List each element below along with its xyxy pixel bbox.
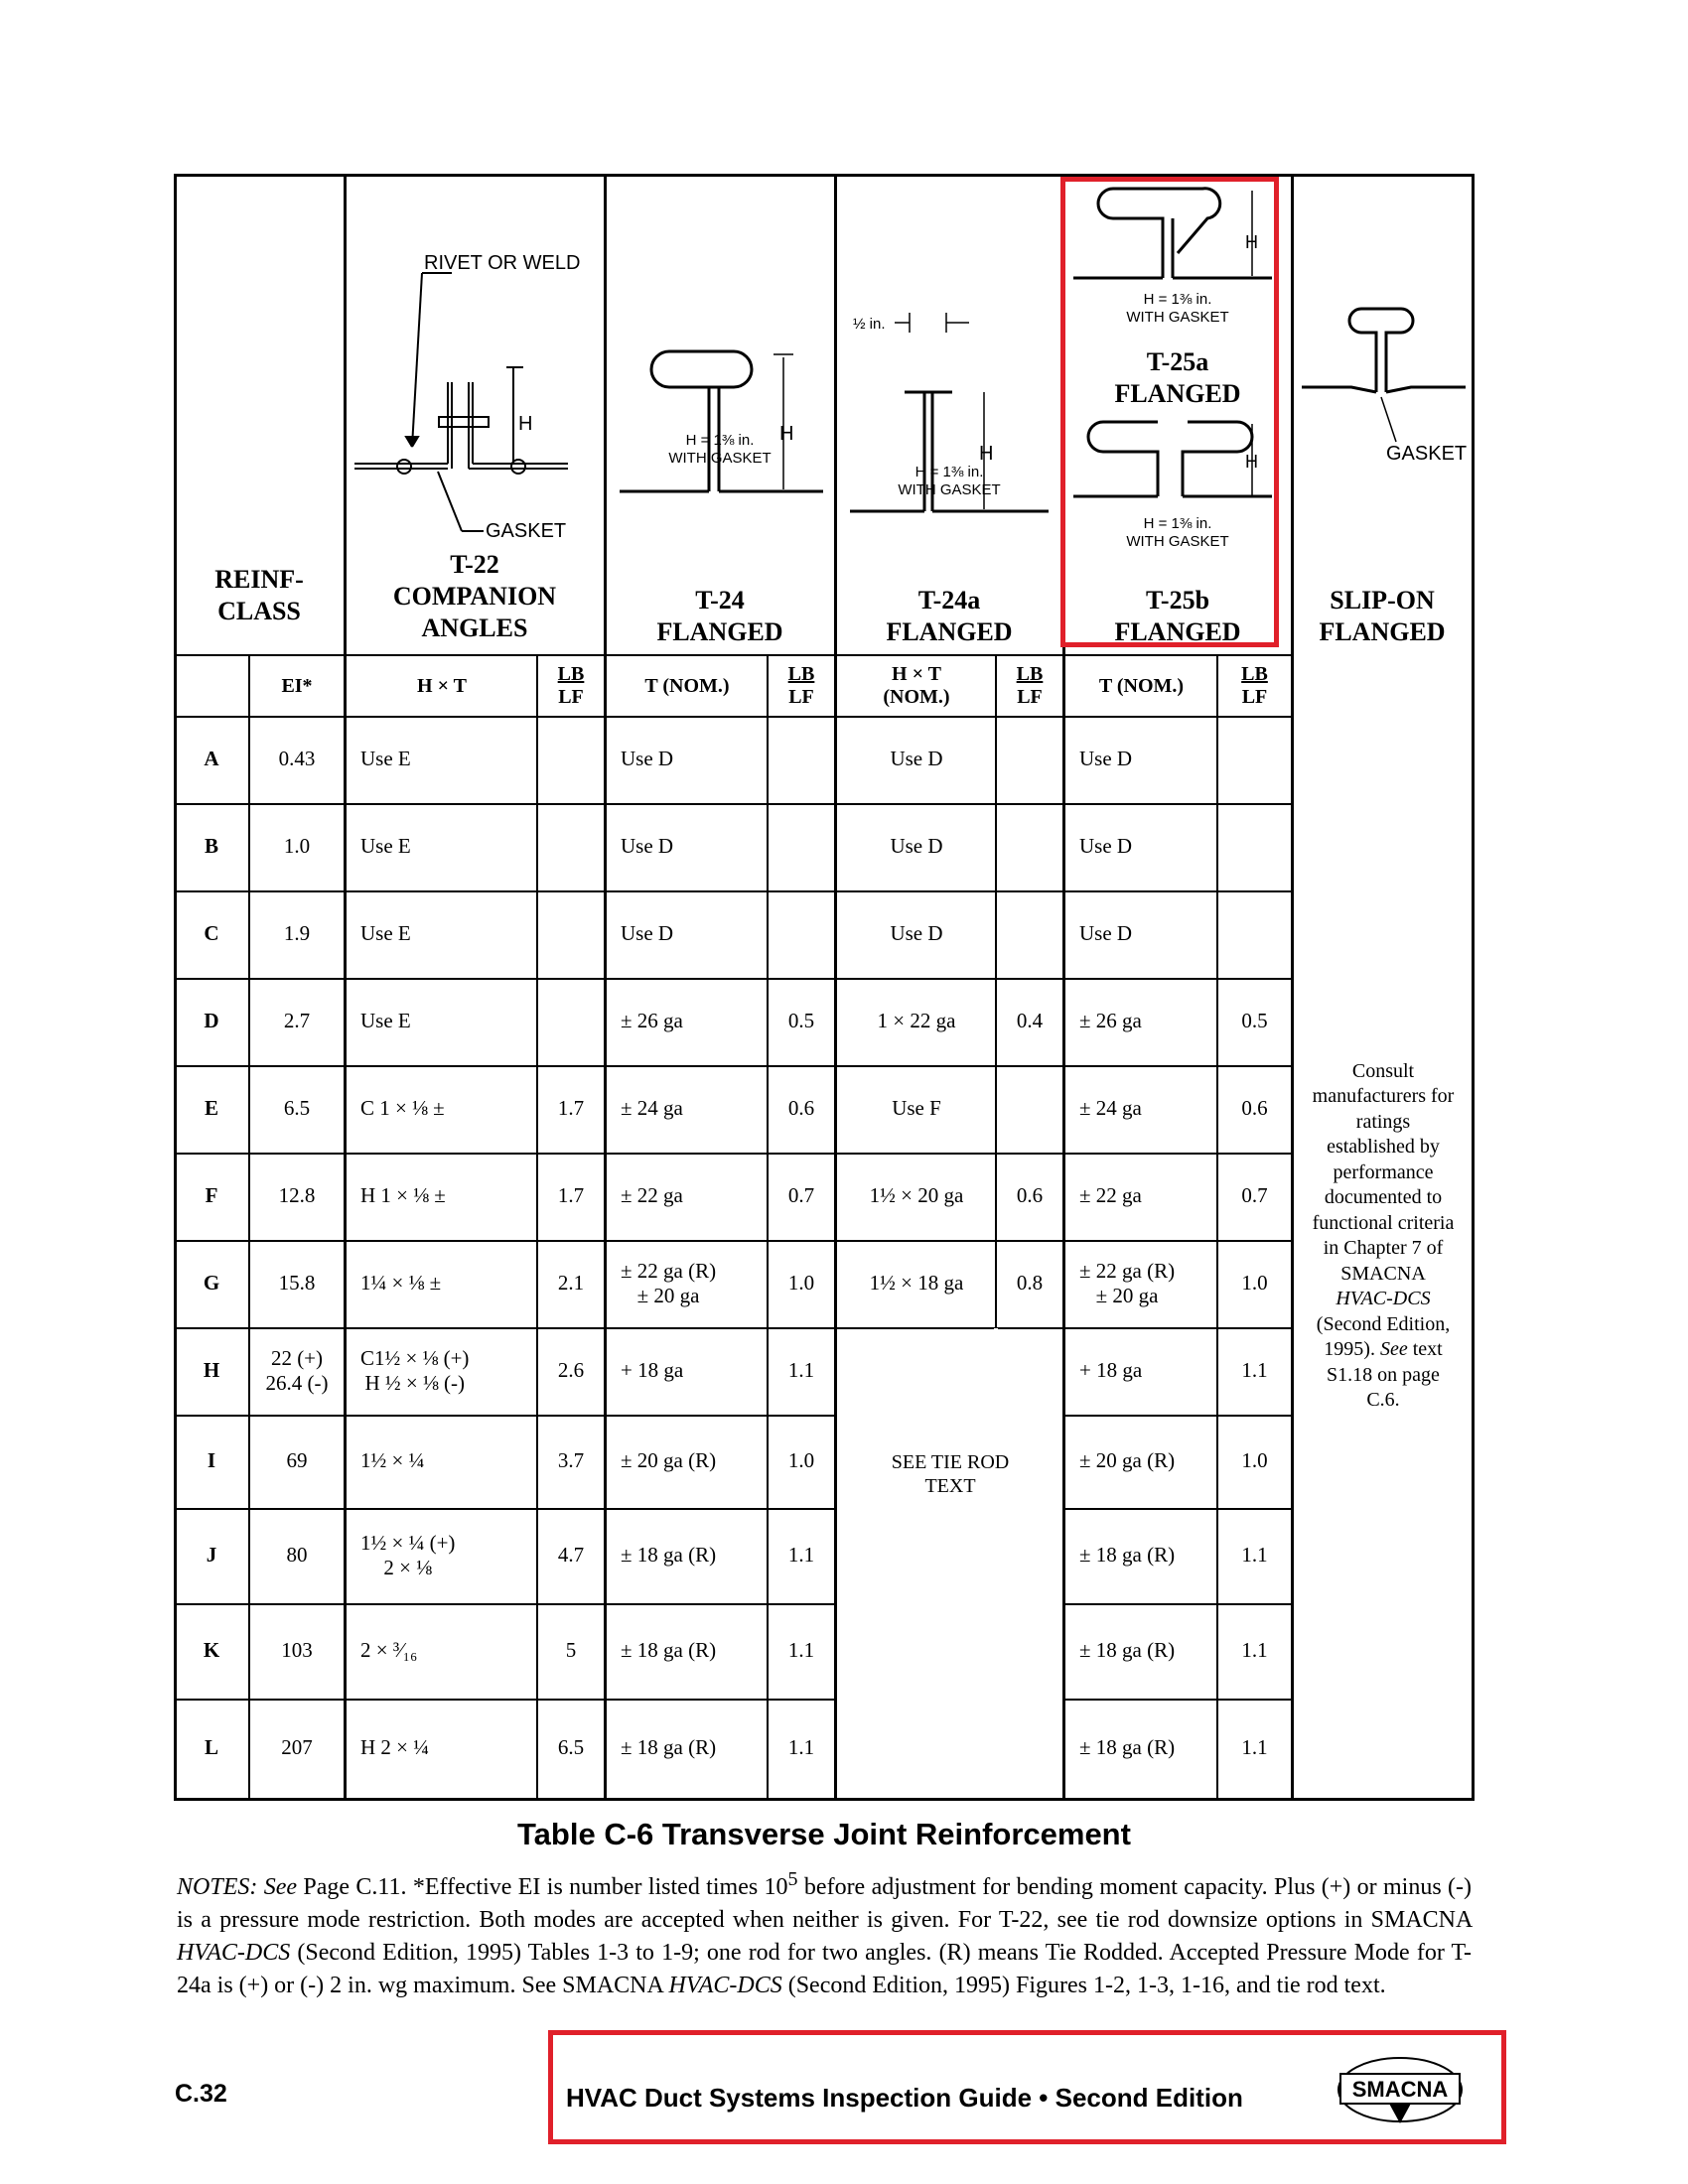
class-cell: L — [204, 1735, 218, 1760]
t25-cell: Use D — [1079, 921, 1133, 946]
t25-lb-cell: 0.6 — [1241, 1096, 1268, 1121]
slipon-note-e: text S1.18 on page C.6. — [1327, 1338, 1443, 1411]
t24a-hxt-subheader: H × T (NOM.) — [883, 663, 950, 708]
slipon-note-b: HVAC-DCS — [1336, 1288, 1431, 1309]
t25-cell: ± 18 ga (R) — [1079, 1543, 1176, 1568]
t22-lb-cell — [537, 978, 605, 1065]
t25-cell: ± 22 ga — [1079, 1183, 1142, 1208]
t24a-cell: Use D — [890, 747, 943, 771]
class-cell: E — [204, 1096, 218, 1121]
t24-lb-cell: 0.6 — [787, 1096, 815, 1121]
t24-lb-cell: 0.5 — [787, 1009, 815, 1033]
t24-code: T-24 — [695, 586, 745, 615]
slipon-note-c-line — [1317, 1312, 1450, 1414]
t22-cell: H 1 × ⅛ ± — [360, 1183, 446, 1208]
t25-lb-cell — [1217, 803, 1292, 890]
t25-lb-cell: 1.1 — [1241, 1543, 1268, 1568]
t24-lb-cell: 1.1 — [787, 1543, 815, 1568]
t24-t-subheader: T (NOM.) — [644, 674, 730, 697]
t24a-lb-cell: 0.8 — [1016, 1271, 1044, 1296]
t22-cell: H 2 × ¼ — [360, 1735, 430, 1760]
t24-lb-cell: 1.1 — [787, 1735, 815, 1760]
ei-cell: 6.5 — [283, 1096, 311, 1121]
t25-lb-cell — [1217, 890, 1292, 978]
ei-cell: 0.43 — [278, 747, 316, 771]
t25a-code: T-25a — [1146, 347, 1209, 377]
t22-lb-cell — [537, 716, 605, 803]
t22-cell: C 1 × ⅛ ± — [360, 1096, 445, 1121]
t25-lb-cell: 0.5 — [1241, 1009, 1268, 1033]
t24a-lb-cell — [996, 716, 1063, 803]
t24-cell: ± 18 ga (R) — [621, 1735, 717, 1760]
slipon-note-a: Consult manufacturers for ratings established by performance documented to functional criteria in Chapter 7 of SMACNA — [1312, 1059, 1455, 1285]
t24a-cell: 1 × 22 ga — [877, 1009, 956, 1033]
t24a-cell: 1½ × 20 ga — [869, 1183, 964, 1208]
t24-cell: Use D — [621, 921, 674, 946]
t24a-lb-cell — [996, 1065, 1063, 1153]
class-cell: C — [204, 921, 219, 946]
lb-label: LB — [1241, 663, 1268, 685]
t22-lb-cell: 4.7 — [557, 1543, 585, 1568]
t24-lb-cell — [768, 803, 835, 890]
ei-cell: 1.0 — [283, 834, 311, 859]
t22-hxt-subheader: H × T — [417, 674, 467, 697]
t25-lb-cell: 1.1 — [1241, 1358, 1268, 1383]
t24a-lb-cell — [996, 890, 1063, 978]
slipon-note-d: See — [1379, 1338, 1408, 1360]
t25-cell: Use D — [1079, 747, 1133, 771]
reinforcement-table — [174, 174, 1475, 1802]
ei-cell: 69 — [286, 1448, 308, 1473]
slipon-name: FLANGED — [1319, 617, 1446, 646]
notes-text-4: (Second Edition, 1995) Figures 1-2, 1-3, 1-16, and tie rod text. — [787, 1973, 1386, 1998]
lf-label: LF — [1017, 686, 1043, 708]
half-inch-label: ½ in. — [853, 316, 886, 333]
slipon-code: SLIP-ON — [1330, 586, 1435, 615]
lb-label: LB — [787, 663, 815, 685]
class-cell: B — [204, 834, 218, 859]
t24-lb-cell: 1.1 — [787, 1358, 815, 1383]
t25-lb-cell: 1.0 — [1241, 1271, 1268, 1296]
t22-cell: 2 × ³⁄₁₆ — [360, 1638, 418, 1663]
t22-lb-cell: 2.1 — [557, 1271, 585, 1296]
notes-label: NOTES: — [177, 1874, 258, 1900]
slipon-gasket-label: GASKET — [1386, 443, 1468, 465]
t25-cell: ± 24 ga — [1079, 1096, 1142, 1121]
t22-lb-cell — [537, 803, 605, 890]
ei-cell: 80 — [286, 1543, 308, 1568]
ei-cell: 207 — [281, 1735, 313, 1760]
t25b-h-label: H — [1245, 452, 1258, 472]
ei-cell: 103 — [281, 1638, 313, 1663]
ei-subheader: EI* — [281, 674, 313, 697]
class-cell: I — [207, 1448, 216, 1473]
t24-cell: ± 26 ga — [621, 1009, 683, 1033]
t24-note: H = 1⅜ in. WITH GASKET — [668, 432, 772, 467]
t22-h-label: H — [518, 413, 533, 435]
class-cell: K — [203, 1638, 220, 1663]
t25-lb-cell: 0.7 — [1241, 1183, 1268, 1208]
t25a-h-label: H — [1245, 232, 1258, 252]
t22-cell: 1½ × ¼ — [360, 1448, 425, 1473]
t24-lb-cell: 1.0 — [787, 1448, 815, 1473]
lb-label: LB — [1016, 663, 1044, 685]
class-cell: F — [205, 1183, 218, 1208]
t24a-cell: Use D — [890, 834, 943, 859]
t22-cell: Use E — [360, 921, 411, 946]
t22-cell: Use E — [360, 1009, 411, 1033]
t25-lb-cell: 1.1 — [1241, 1735, 1268, 1760]
ei-cell: 15.8 — [278, 1271, 316, 1296]
class-cell: D — [204, 1009, 219, 1033]
t25-lb-cell: 1.1 — [1241, 1638, 1268, 1663]
notes-text-2: before adjustment for bending moment capacity. Plus (+) or minus (-) is a pressure mode restriction. Both modes are accepted when neither is given. For T-22, see tie rod downsize options in SMACNA — [177, 1874, 1473, 1933]
t24a-lb-cell: 0.4 — [1016, 1009, 1044, 1033]
notes-ref-1: HVAC-DCS — [177, 1940, 291, 1966]
notes-text-1: Page C.11. *Effective EI is number listed times 10 — [303, 1874, 788, 1900]
t25-highlight-box — [1060, 177, 1279, 647]
t24a-header — [835, 581, 1063, 652]
t24-cell: ± 18 ga (R) — [621, 1638, 717, 1663]
t22-lb-cell: 6.5 — [557, 1735, 585, 1760]
tie-rod-note: SEE TIE ROD TEXT — [891, 1451, 1010, 1497]
ei-cell: 22 (+) 26.4 (-) — [265, 1345, 329, 1395]
reinf-class-header: REINF- CLASS — [214, 565, 304, 625]
notes-text-3: (Second Edition, 1995) Tables 1-3 to 1-9; one rod for two angles. (R) means Tie Rodded. Accepted Pressure Mode for T-24a is (+) or (-) 2 in. wg maximum. See SMACNA — [177, 1940, 1473, 1998]
t24a-lb-cell: 0.6 — [1016, 1183, 1044, 1208]
t22-lb-cell: 1.7 — [557, 1183, 585, 1208]
t24-h-label: H — [779, 423, 794, 445]
t22-lb-cell — [537, 890, 605, 978]
t24-cell: ± 18 ga (R) — [621, 1543, 717, 1568]
t24-lb-cell: 1.0 — [787, 1271, 815, 1296]
t24a-lb-cell — [996, 803, 1063, 890]
t22-lb-lf-subheader — [537, 656, 605, 716]
t22-cell: C1½ × ⅛ (+) H ½ × ⅛ (-) — [360, 1345, 470, 1395]
t22-cell: Use E — [360, 834, 411, 859]
smacna-logo — [1321, 2050, 1479, 2129]
t25b-note: H = 1⅜ in. WITH GASKET — [1126, 515, 1229, 550]
t25-lb-cell: 1.0 — [1241, 1448, 1268, 1473]
t24-cell: + 18 ga — [621, 1358, 684, 1383]
table-notes — [177, 1863, 1472, 2002]
t25a-name: FLANGED — [1114, 379, 1241, 408]
t22-cell: Use E — [360, 747, 411, 771]
notes-exponent: 5 — [787, 1868, 798, 1890]
t22-code: T-22 — [450, 550, 499, 580]
t22-lb-cell: 2.6 — [557, 1358, 585, 1383]
notes-see: See — [263, 1874, 298, 1900]
t24a-h-label: H — [979, 443, 994, 465]
slipon-note — [1294, 1037, 1473, 1434]
t24a-cell: Use D — [890, 921, 943, 946]
lf-label: LF — [788, 686, 814, 708]
t24a-lb-lf-subheader — [996, 656, 1063, 716]
footer-title: HVAC Duct Systems Inspection Guide • Second Edition — [566, 2083, 1243, 2113]
t25-cell: ± 26 ga — [1079, 1009, 1142, 1033]
t24-lb-cell: 0.7 — [787, 1183, 815, 1208]
t22-gasket-label: GASKET — [486, 520, 567, 542]
t25b-name: FLANGED — [1114, 617, 1241, 646]
t25-lb-lf-subheader — [1217, 656, 1292, 716]
t24-lb-cell — [768, 716, 835, 803]
t25-t-subheader: T (NOM.) — [1098, 674, 1185, 697]
page-number: C.32 — [175, 2080, 227, 2108]
slipon-header — [1292, 581, 1473, 652]
t24a-note: H = 1⅜ in. WITH GASKET — [898, 464, 1001, 498]
t22-lb-cell: 1.7 — [557, 1096, 585, 1121]
t24a-code: T-24a — [917, 586, 981, 615]
notes-ref-2: HVAC-DCS — [668, 1973, 782, 1998]
t24-diagram — [605, 293, 835, 521]
t24-lb-cell: 1.1 — [787, 1638, 815, 1663]
t25a-note: H = 1⅜ in. WITH GASKET — [1126, 291, 1229, 326]
ei-cell: 1.9 — [283, 921, 311, 946]
t24-cell: ± 22 ga — [621, 1183, 683, 1208]
t24-cell: ± 20 ga (R) — [621, 1448, 717, 1473]
t25-cell: ± 18 ga (R) — [1079, 1638, 1176, 1663]
t24a-cell: Use F — [892, 1096, 941, 1121]
t25-cell: ± 20 ga (R) — [1079, 1448, 1176, 1473]
class-cell: H — [203, 1358, 220, 1383]
slipon-diagram — [1292, 293, 1473, 472]
t24-cell: Use D — [621, 834, 674, 859]
t22-diagram — [345, 233, 605, 561]
t24-cell: Use D — [621, 747, 674, 771]
slipon-note-c: (Second Edition, 1995). — [1316, 1312, 1451, 1360]
rivet-label: RIVET OR WELD — [424, 252, 581, 274]
table-caption: Table C-6 Transverse Joint Reinforcement — [517, 1817, 1131, 1851]
t25b-code: T-25b — [1145, 586, 1210, 615]
t24a-name: FLANGED — [886, 617, 1013, 646]
t24-cell: ± 22 ga (R) ± 20 ga — [621, 1258, 717, 1307]
t24-lb-cell — [768, 890, 835, 978]
t24-lb-lf-subheader — [768, 656, 835, 716]
lf-label: LF — [558, 686, 584, 708]
t25-cell: ± 18 ga (R) — [1079, 1735, 1176, 1760]
t22-lb-cell: 3.7 — [557, 1448, 585, 1473]
t22-name: COMPANION ANGLES — [392, 582, 557, 642]
t24-name: FLANGED — [656, 617, 783, 646]
class-cell: A — [204, 747, 219, 771]
smacna-logo-text: SMACNA — [1351, 2077, 1449, 2102]
t25-cell: + 18 ga — [1079, 1358, 1143, 1383]
t24-header — [605, 581, 835, 652]
t22-cell: 1½ × ¼ (+) 2 × ⅛ — [360, 1530, 456, 1579]
t22-cell: 1¼ × ⅛ ± — [360, 1271, 442, 1296]
class-cell: J — [206, 1543, 217, 1568]
lf-label: LF — [1241, 686, 1268, 708]
t22-lb-cell: 5 — [565, 1638, 577, 1663]
t24a-cell: 1½ × 18 ga — [869, 1271, 964, 1296]
class-cell: G — [203, 1271, 220, 1296]
ei-cell: 2.7 — [283, 1009, 311, 1033]
lb-label: LB — [557, 663, 585, 685]
t24-cell: ± 24 ga — [621, 1096, 683, 1121]
ei-cell: 12.8 — [278, 1183, 316, 1208]
t25-cell: Use D — [1079, 834, 1133, 859]
t25-cell: ± 22 ga (R) ± 20 ga — [1079, 1258, 1176, 1307]
t25-lb-cell — [1217, 716, 1292, 803]
